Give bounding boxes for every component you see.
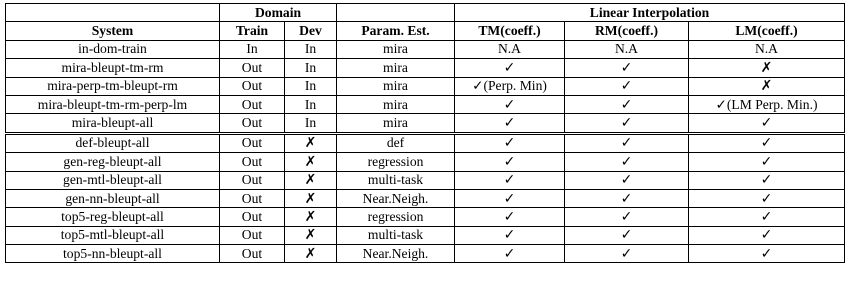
results-table-wrapper: [5, 3, 845, 263]
dev-cell: In: [285, 40, 337, 58]
system-cell: gen-reg-bleupt-all: [6, 153, 220, 171]
tm-cell: ✓: [455, 59, 565, 77]
param-est-cell: regression: [337, 153, 455, 171]
tm-cell: ✓: [455, 95, 565, 113]
rm-cell: ✓: [565, 189, 689, 207]
train-cell: Out: [220, 77, 285, 95]
param-est-cell: mira: [337, 59, 455, 77]
lm-coeff-column-header: LM(coeff.): [689, 22, 845, 40]
column-header-row: [6, 22, 845, 40]
train-cell: Out: [220, 208, 285, 226]
train-cell: Out: [220, 245, 285, 263]
train-cell: Out: [220, 153, 285, 171]
param-est-cell: multi-task: [337, 226, 455, 244]
system-cell: top5-mtl-bleupt-all: [6, 226, 220, 244]
system-cell: mira-bleupt-tm-rm-perp-lm: [6, 95, 220, 113]
dev-cell: In: [285, 59, 337, 77]
table-row: [6, 153, 845, 171]
tm-cell: N.A: [455, 40, 565, 58]
dev-cell: In: [285, 114, 337, 133]
lm-cell: N.A: [689, 40, 845, 58]
table-row: [6, 114, 845, 133]
dev-cell: ✗: [285, 153, 337, 171]
tm-cell: ✓: [455, 114, 565, 133]
param-est-cell: multi-task: [337, 171, 455, 189]
lm-cell: ✓: [689, 189, 845, 207]
dev-cell: In: [285, 77, 337, 95]
param-est-cell: mira: [337, 95, 455, 113]
param-est-cell: Near.Neigh.: [337, 245, 455, 263]
train-cell: Out: [220, 189, 285, 207]
table-row: [6, 95, 845, 113]
system-cell: mira-bleupt-tm-rm: [6, 59, 220, 77]
group-header-row: [6, 4, 845, 22]
table-row: [6, 77, 845, 95]
rm-cell: ✓: [565, 226, 689, 244]
param-est-cell: regression: [337, 208, 455, 226]
system-cell: in-dom-train: [6, 40, 220, 58]
tm-cell: ✓(Perp. Min): [455, 77, 565, 95]
tm-cell: ✓: [455, 226, 565, 244]
system-column-header: System: [6, 22, 220, 40]
lm-cell: ✓: [689, 133, 845, 152]
lm-cell: ✓: [689, 226, 845, 244]
param-est-cell: mira: [337, 40, 455, 58]
train-cell: Out: [220, 133, 285, 152]
tm-cell: ✓: [455, 189, 565, 207]
tm-coeff-column-header: TM(coeff.): [455, 22, 565, 40]
table-row: [6, 40, 845, 58]
dev-cell: ✗: [285, 226, 337, 244]
system-cell: top5-nn-bleupt-all: [6, 245, 220, 263]
system-cell: def-bleupt-all: [6, 133, 220, 152]
tm-cell: ✓: [455, 245, 565, 263]
lm-cell: ✓: [689, 208, 845, 226]
param-est-cell: mira: [337, 77, 455, 95]
system-cell: gen-mtl-bleupt-all: [6, 171, 220, 189]
lm-cell: ✓: [689, 153, 845, 171]
rm-cell: ✓: [565, 59, 689, 77]
train-column-header: Train: [220, 22, 285, 40]
train-cell: In: [220, 40, 285, 58]
tm-cell: ✓: [455, 171, 565, 189]
linear-interpolation-group-header: Linear Interpolation: [455, 4, 845, 22]
table-row: [6, 59, 845, 77]
table-row: [6, 189, 845, 207]
tm-cell: ✓: [455, 153, 565, 171]
dev-column-header: Dev: [285, 22, 337, 40]
empty-header-cell: [337, 4, 455, 22]
system-cell: top5-reg-bleupt-all: [6, 208, 220, 226]
system-cell: gen-nn-bleupt-all: [6, 189, 220, 207]
table-row: [6, 226, 845, 244]
table-row: [6, 245, 845, 263]
table-row: [6, 171, 845, 189]
rm-cell: ✓: [565, 95, 689, 113]
lm-cell: ✓: [689, 171, 845, 189]
train-cell: Out: [220, 114, 285, 133]
lm-cell: ✗: [689, 77, 845, 95]
dev-cell: ✗: [285, 245, 337, 263]
table-row: [6, 208, 845, 226]
lm-cell: ✓: [689, 245, 845, 263]
train-cell: Out: [220, 59, 285, 77]
dev-cell: In: [285, 95, 337, 113]
system-cell: mira-bleupt-all: [6, 114, 220, 133]
lm-cell: ✓(LM Perp. Min.): [689, 95, 845, 113]
train-cell: Out: [220, 95, 285, 113]
rm-cell: ✓: [565, 245, 689, 263]
tm-cell: ✓: [455, 208, 565, 226]
system-cell: mira-perp-tm-bleupt-rm: [6, 77, 220, 95]
empty-header-cell: [6, 4, 220, 22]
rm-cell: ✓: [565, 208, 689, 226]
train-cell: Out: [220, 171, 285, 189]
rm-cell: ✓: [565, 77, 689, 95]
dev-cell: ✗: [285, 171, 337, 189]
rm-cell: ✓: [565, 114, 689, 133]
lm-cell: ✗: [689, 59, 845, 77]
train-cell: Out: [220, 226, 285, 244]
results-table: [5, 3, 845, 263]
dev-cell: ✗: [285, 133, 337, 152]
tm-cell: ✓: [455, 133, 565, 152]
rm-cell: ✓: [565, 171, 689, 189]
rm-coeff-column-header: RM(coeff.): [565, 22, 689, 40]
param-est-column-header: Param. Est.: [337, 22, 455, 40]
domain-group-header: Domain: [220, 4, 337, 22]
table-row: [6, 133, 845, 152]
dev-cell: ✗: [285, 189, 337, 207]
dev-cell: ✗: [285, 208, 337, 226]
rm-cell: N.A: [565, 40, 689, 58]
lm-cell: ✓: [689, 114, 845, 133]
param-est-cell: Near.Neigh.: [337, 189, 455, 207]
rm-cell: ✓: [565, 153, 689, 171]
param-est-cell: def: [337, 133, 455, 152]
param-est-cell: mira: [337, 114, 455, 133]
rm-cell: ✓: [565, 133, 689, 152]
